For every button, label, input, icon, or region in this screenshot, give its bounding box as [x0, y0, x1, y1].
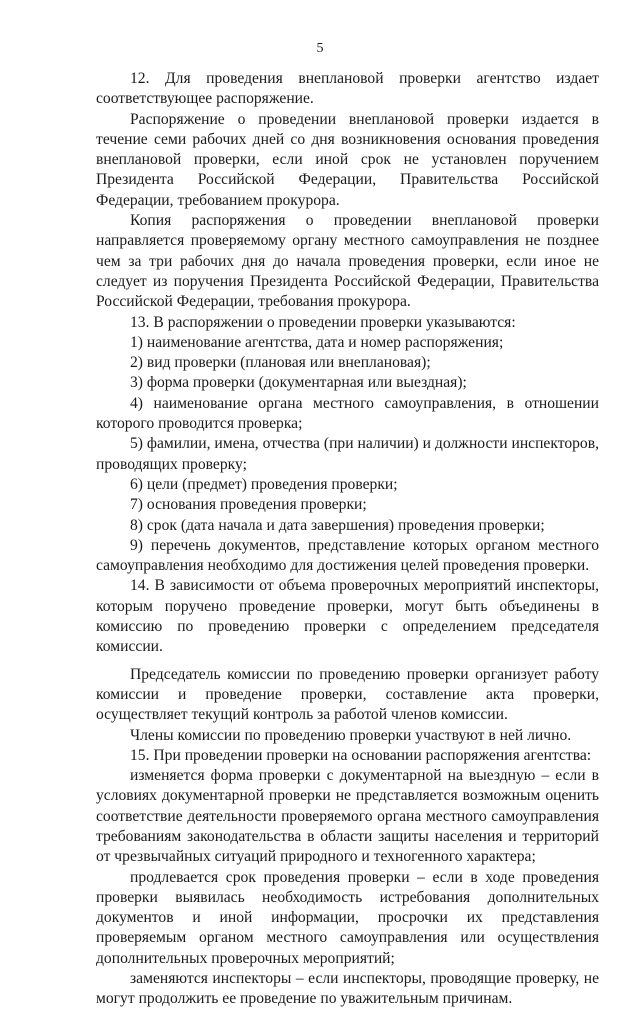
paragraph-order-copy: Копия распоряжения о проведении внеплановой проверки направляется проверяемому органу местного самоуправления не позднее чем за три рабочих дня до начала проведения проверки, если иное не следует из поручения Президента Российской Федерации, Правительства Российской Федерации, требования прокурора. — [96, 212, 599, 311]
paragraph-order-issue-term: Распоряжение о проведении внеплановой проверки издается в течение семи рабочих дней со дня возникновения основания проведения внеплановой проверки, если иной срок не установлен поручением Президента Российской Федерации, Правительства Российской Федерации, требованием прокурора. — [96, 110, 599, 209]
paragraph-14: 14. В зависимости от объема проверочных мероприятий инспекторы, которым поручено проведение проверки, могут быть объединены в комиссию по проведению проверки с определением председателя комиссии. — [96, 577, 599, 656]
document-body — [96, 69, 599, 1010]
page-number: 5 — [316, 41, 324, 56]
paragraph-form-change: изменяется форма проверки с документарной на выездную – если в условиях документарной проверки не представляется возможным оценить соответствие деятельности проверяемого органа местного самоуправления требованиям законодательства в области защиты населения и территорий от чрезвычайных ситуаций природного и техногенного характера; — [96, 767, 599, 866]
list-item-7: 7) основания проведения проверки; — [130, 496, 367, 514]
paragraph-12: 12. Для проведения внеплановой проверки агентство издает соответствующее распоряжение. — [96, 70, 599, 108]
paragraph-term-extension: продлевается срок проведения проверки – если в ходе проведения проверки выявилась необходимость истребования дополнительных документов и иной информации, просрочки их представления проверяемым органом местного самоуправления или осуществления дополнительных проверочных мероприятий; — [96, 868, 599, 967]
list-item-4: 4) наименование органа местного самоуправления, в отношении которого проводится проверка; — [96, 394, 599, 433]
paragraph-15: 15. При проведении проверки на основании распоряжения агентства: — [130, 746, 592, 764]
list-item-9: 9) перечень документов, представление которых органом местного самоуправления необходимо для достижения целей проведения проверки. — [96, 536, 599, 575]
list-item-6: 6) цели (предмет) проведения проверки; — [130, 475, 398, 493]
paragraph-inspector-replacement: заменяются инспекторы – если инспекторы, проводящие проверку, не могут продолжить ее проведение по уважительным причинам. — [96, 970, 599, 1008]
list-item-5: 5) фамилии, имена, отчества (при наличии) и должности инспекторов, проводящих проверку; — [96, 435, 599, 473]
paragraph-commission-members: Члены комиссии по проведению проверки участвуют в ней лично. — [130, 726, 572, 744]
paragraph-13: 13. В распоряжении о проведении проверки указываются: — [130, 313, 516, 331]
list-item-1: 1) наименование агентства, дата и номер распоряжения; — [130, 333, 504, 351]
list-item-2: 2) вид проверки (плановая или внеплановая); — [130, 354, 431, 372]
list-item-3: 3) форма проверки (документарная или выездная); — [130, 374, 467, 392]
paragraph-commission-chair: Председатель комиссии по проведению проверки организует работу комиссии и проведение проверки, составление акта проверки, осуществляет текущий контроль за работой членов комиссии. — [96, 665, 599, 724]
list-item-8: 8) срок (дата начала и дата завершения) проведения проверки; — [130, 516, 545, 534]
